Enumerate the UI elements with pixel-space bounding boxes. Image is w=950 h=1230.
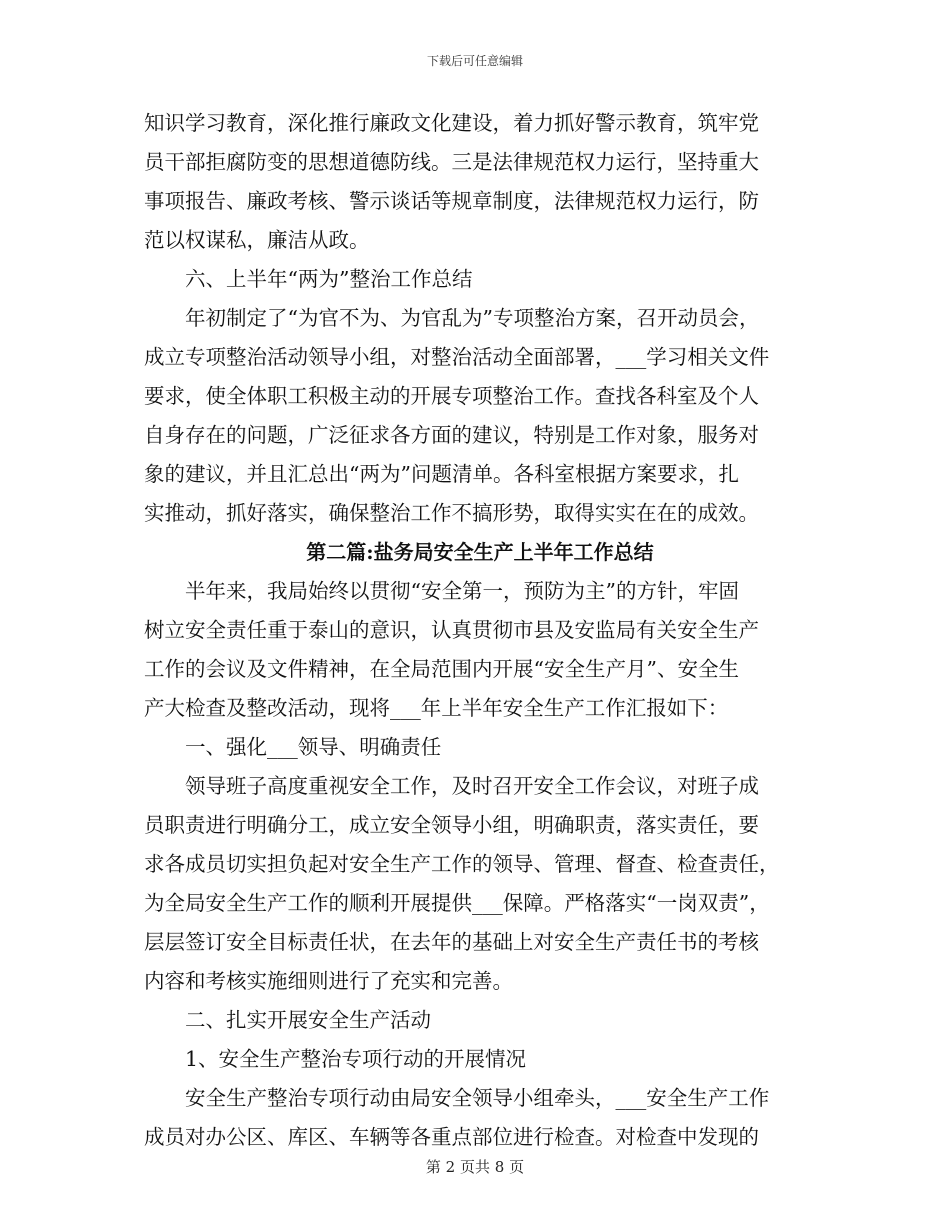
document-body: [144, 104, 816, 1157]
text-line: 产大检查及整改活动，现将___年上半年安全生产工作汇报如下：: [144, 696, 729, 720]
text-line: 工作的会议及文件精神，在全局范围内开展“安全生产月”、安全生: [144, 657, 739, 681]
text-line: 领导班子高度重视安全工作，及时召开安全工作会议，对班子成: [144, 774, 759, 798]
text-line: 实推动，抓好落实，确保整治工作不搞形势，取得实实在在的成效。: [144, 501, 759, 525]
text-line: 层层签订安全目标责任状，在去年的基础上对安全生产责任书的考核: [144, 930, 759, 954]
text-line: 知识学习教育，深化推行廉政文化建设，着力抓好警示教育，筑牢党: [144, 111, 759, 135]
text-line: 员职责进行明确分工，成立安全领导小组，明确职责，落实责任，要: [144, 813, 759, 837]
text-line: 树立安全责任重于泰山的意识，认真贯彻市县及安监局有关安全生产: [144, 618, 759, 642]
text-line: 为全局安全生产工作的顺利开展提供___保障。严格落实“一岗双责”，: [144, 891, 770, 915]
subsection-heading: 1、安全生产整治专项行动的开展情况: [144, 1047, 527, 1071]
text-line: 安全生产整治专项行动由局安全领导小组牵头，___安全生产工作: [144, 1086, 770, 1110]
page-header: 下载后可任意编辑: [426, 54, 523, 68]
text-line: 内容和考核实施细则进行了充实和完善。: [144, 969, 513, 993]
text-line: 年初制定了“为官不为、为官乱为”专项整治方案，召开动员会，: [144, 306, 760, 330]
text-line: 成立专项整治活动领导小组，对整治活动全面部署，___学习相关文件: [144, 345, 770, 369]
text-line: 成员对办公区、库区、车辆等各重点部位进行检查。对检查中发现的: [144, 1125, 759, 1149]
text-line: 范以权谋私，廉洁从政。: [144, 228, 370, 252]
text-line: 求各成员切实担负起对安全生产工作的领导、管理、督查、检查责任，: [144, 852, 780, 876]
section-heading: 一、强化___领导、明确责任: [144, 735, 442, 759]
chapter-title: 第二篇:盐务局安全生产上半年工作总结: [306, 540, 654, 564]
text-line: 象的建议，并且汇总出“两为”问题清单。各科室根据方案要求，扎: [144, 462, 739, 486]
page-number: 第 2 页共 8 页: [425, 1158, 525, 1176]
text-line: 员干部拒腐防变的思想道德防线。三是法律规范权力运行，坚持重大: [144, 150, 759, 174]
text-line: 半年来，我局始终以贯彻“安全第一，预防为主”的方针，牢固: [144, 579, 739, 603]
section-heading: 二、扎实开展安全生产活动: [144, 1008, 431, 1032]
text-line: 自身存在的问题，广泛征求各方面的建议，特别是工作对象，服务对: [144, 423, 759, 447]
text-line: 事项报告、廉政考核、警示谈话等规章制度，法律规范权力运行，防: [144, 189, 759, 213]
text-line: 要求，使全体职工积极主动的开展专项整治工作。查找各科室及个人: [144, 384, 759, 408]
section-heading: 六、上半年“两为”整治工作总结: [144, 267, 473, 291]
